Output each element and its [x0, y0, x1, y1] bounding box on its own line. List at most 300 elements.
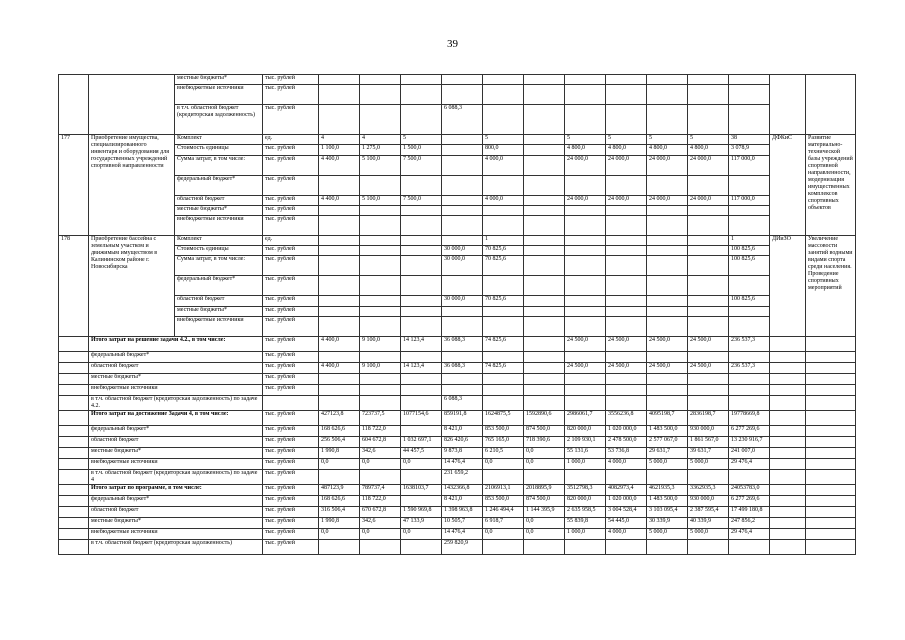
value-cell: 1 275,0 — [360, 145, 401, 155]
value-cell: 316 506,4 — [319, 506, 360, 517]
totals-row — [59, 425, 856, 436]
value-cell — [524, 205, 565, 215]
table-row — [59, 246, 856, 256]
value-cell: 117 000,0 — [729, 155, 770, 175]
indicator-label-cell: внебюджетные источники — [175, 215, 263, 235]
value-cell — [524, 395, 565, 410]
blank-cell — [770, 469, 806, 484]
value-cell — [565, 395, 606, 410]
value-cell — [729, 306, 770, 316]
indicator-label-cell: федеральный бюджет* — [175, 276, 263, 296]
value-cell: 19778669,8 — [729, 410, 770, 425]
value-cell — [647, 105, 688, 135]
unit-cell: тыс. рублей — [263, 469, 319, 484]
totals-row — [59, 351, 856, 362]
value-cell — [688, 276, 729, 296]
unit-cell: тыс. рублей — [263, 410, 319, 425]
value-cell — [442, 235, 483, 245]
value-cell — [401, 306, 442, 316]
value-cell — [565, 215, 606, 235]
table-row — [59, 135, 856, 145]
value-cell: 604 672,8 — [360, 436, 401, 447]
value-cell — [565, 75, 606, 85]
value-cell — [688, 384, 729, 395]
blank-cell — [59, 351, 89, 362]
value-cell: 6 277 269,6 — [729, 425, 770, 436]
responsible-cell: ДФКиС — [770, 135, 806, 236]
blank-cell — [59, 395, 89, 410]
blank-cell — [770, 506, 806, 517]
unit-cell: тыс. рублей — [263, 276, 319, 296]
value-cell — [442, 373, 483, 384]
value-cell: 2018895,9 — [524, 484, 565, 495]
value-cell — [647, 395, 688, 410]
value-cell: 1638103,7 — [401, 484, 442, 495]
value-cell — [442, 75, 483, 85]
value-cell: 30 000,0 — [442, 246, 483, 256]
blank-cell — [806, 484, 856, 495]
value-cell — [360, 235, 401, 245]
unit-cell: тыс. рублей — [263, 85, 319, 105]
value-cell: 168 626,6 — [319, 495, 360, 506]
indicator-label-cell: внебюджетные источники — [175, 316, 263, 336]
value-cell: 74 825,6 — [483, 362, 524, 373]
indicator-label-cell: областной бюджет — [175, 296, 263, 306]
totals-row — [59, 336, 856, 351]
item-number-cell: 178 — [59, 235, 89, 336]
value-cell — [606, 235, 647, 245]
value-cell: 853 500,0 — [483, 495, 524, 506]
value-cell: 4 400,0 — [319, 155, 360, 175]
blank-cell — [770, 528, 806, 539]
value-cell: 0,0 — [360, 528, 401, 539]
value-cell — [647, 85, 688, 105]
value-cell — [606, 246, 647, 256]
value-cell: 4095198,7 — [647, 410, 688, 425]
value-cell — [319, 384, 360, 395]
totals-label-cell: внебюджетные источники — [89, 458, 263, 469]
value-cell — [729, 276, 770, 296]
value-cell — [401, 469, 442, 484]
value-cell — [524, 469, 565, 484]
value-cell — [565, 316, 606, 336]
value-cell — [524, 215, 565, 235]
value-cell — [442, 195, 483, 205]
value-cell — [688, 235, 729, 245]
value-cell — [606, 351, 647, 362]
indicator-label-cell: Стоимость единицы — [175, 145, 263, 155]
value-cell — [483, 205, 524, 215]
value-cell — [688, 105, 729, 135]
value-cell — [565, 469, 606, 484]
value-cell — [729, 469, 770, 484]
value-cell: 718 390,6 — [524, 436, 565, 447]
value-cell: 5 100,0 — [360, 155, 401, 175]
value-cell — [606, 395, 647, 410]
value-cell: 1 032 697,1 — [401, 436, 442, 447]
value-cell — [729, 215, 770, 235]
value-cell — [442, 205, 483, 215]
value-cell: 4 400,0 — [319, 336, 360, 351]
value-cell — [524, 195, 565, 205]
value-cell: 2106913,1 — [483, 484, 524, 495]
value-cell — [524, 105, 565, 135]
unit-cell: тыс. рублей — [263, 495, 319, 506]
value-cell: 4 800,0 — [606, 145, 647, 155]
value-cell — [647, 205, 688, 215]
value-cell: 7 500,0 — [401, 155, 442, 175]
value-cell: 236 537,3 — [729, 336, 770, 351]
value-cell — [524, 351, 565, 362]
value-cell: 4 000,0 — [483, 195, 524, 205]
budget-table — [58, 74, 856, 555]
value-cell: 1 500,0 — [401, 145, 442, 155]
value-cell — [319, 105, 360, 135]
value-cell — [483, 85, 524, 105]
value-cell: 0,0 — [360, 458, 401, 469]
totals-row — [59, 384, 856, 395]
value-cell: 5 000,0 — [647, 458, 688, 469]
value-cell — [565, 175, 606, 195]
blank-cell — [770, 351, 806, 362]
table-row — [59, 256, 856, 276]
page-number: 39 — [447, 38, 458, 50]
blank-cell — [770, 395, 806, 410]
value-cell — [360, 75, 401, 85]
value-cell — [319, 235, 360, 245]
value-cell — [483, 373, 524, 384]
totals-row — [59, 458, 856, 469]
value-cell: 5 — [606, 135, 647, 145]
value-cell: 2 109 930,1 — [565, 436, 606, 447]
value-cell: 4 800,0 — [688, 145, 729, 155]
blank-cell — [770, 362, 806, 373]
unit-cell: ед. — [263, 235, 319, 245]
value-cell: 826 420,6 — [442, 436, 483, 447]
indicator-label-cell: Комплект — [175, 135, 263, 145]
value-cell: 3 004 528,4 — [606, 506, 647, 517]
value-cell — [319, 75, 360, 85]
totals-row — [59, 484, 856, 495]
value-cell: 36 088,3 — [442, 336, 483, 351]
value-cell — [688, 469, 729, 484]
value-cell — [647, 316, 688, 336]
value-cell — [606, 306, 647, 316]
value-cell — [360, 316, 401, 336]
unit-cell: тыс. рублей — [263, 484, 319, 495]
blank-cell — [770, 539, 806, 554]
value-cell: 3362935,3 — [688, 484, 729, 495]
value-cell: 30 000,0 — [442, 256, 483, 276]
value-cell: 6 918,7 — [483, 517, 524, 528]
value-cell: 4621935,3 — [647, 484, 688, 495]
value-cell — [319, 175, 360, 195]
value-cell — [565, 351, 606, 362]
table-row — [59, 215, 856, 235]
value-cell — [729, 395, 770, 410]
value-cell: 256 506,4 — [319, 436, 360, 447]
goal-cell — [806, 75, 856, 135]
value-cell — [606, 469, 647, 484]
value-cell — [401, 85, 442, 105]
value-cell: 14 476,4 — [442, 458, 483, 469]
value-cell: 1 990,8 — [319, 517, 360, 528]
value-cell: 168 626,6 — [319, 425, 360, 436]
value-cell: 0,0 — [483, 458, 524, 469]
table-row — [59, 276, 856, 296]
value-cell — [688, 395, 729, 410]
value-cell — [524, 246, 565, 256]
value-cell — [483, 105, 524, 135]
value-cell — [483, 395, 524, 410]
value-cell: 6 088,3 — [442, 395, 483, 410]
value-cell — [483, 306, 524, 316]
value-cell — [688, 85, 729, 105]
unit-cell: тыс. рублей — [263, 425, 319, 436]
value-cell: 6 210,5 — [483, 447, 524, 458]
value-cell: 100 825,6 — [729, 296, 770, 306]
unit-cell: тыс. рублей — [263, 215, 319, 235]
value-cell: 29 476,4 — [729, 458, 770, 469]
value-cell: 24 000,0 — [606, 195, 647, 205]
unit-cell — [263, 395, 319, 410]
value-cell — [319, 256, 360, 276]
value-cell — [606, 175, 647, 195]
blank-cell — [806, 506, 856, 517]
totals-row — [59, 517, 856, 528]
unit-cell: тыс. рублей — [263, 316, 319, 336]
value-cell — [401, 495, 442, 506]
value-cell — [401, 215, 442, 235]
value-cell — [606, 105, 647, 135]
value-cell: 0,0 — [524, 447, 565, 458]
value-cell: 1 590 969,8 — [401, 506, 442, 517]
value-cell: 723737,5 — [360, 410, 401, 425]
table-row — [59, 205, 856, 215]
value-cell — [401, 425, 442, 436]
value-cell — [401, 205, 442, 215]
totals-label-cell: местные бюджеты* — [89, 447, 263, 458]
value-cell — [565, 306, 606, 316]
value-cell — [360, 256, 401, 276]
table-row — [59, 145, 856, 155]
value-cell — [483, 351, 524, 362]
value-cell: 1 — [483, 235, 524, 245]
value-cell — [524, 336, 565, 351]
unit-cell: тыс. рублей — [263, 306, 319, 316]
table-row — [59, 195, 856, 205]
blank-cell — [770, 447, 806, 458]
blank-cell — [806, 373, 856, 384]
unit-cell: тыс. рублей — [263, 336, 319, 351]
value-cell: 259 820,9 — [442, 539, 483, 554]
blank-cell — [806, 447, 856, 458]
unit-cell: ед. — [263, 135, 319, 145]
value-cell — [360, 175, 401, 195]
blank-cell — [770, 384, 806, 395]
indicator-label-cell: внебюджетные источники — [175, 85, 263, 105]
value-cell — [401, 235, 442, 245]
totals-label-cell: федеральный бюджет* — [89, 351, 263, 362]
table-row — [59, 75, 856, 85]
table-row — [59, 306, 856, 316]
indicator-label-cell: местные бюджеты* — [175, 75, 263, 85]
value-cell: 0,0 — [524, 517, 565, 528]
value-cell — [606, 296, 647, 306]
value-cell: 24 000,0 — [647, 195, 688, 205]
item-name-cell: Приобретение бассейна с земельным участком и движимым имуществом в Калининском районе г. Новосибирска — [89, 235, 175, 336]
unit-cell: тыс. рублей — [263, 447, 319, 458]
unit-cell: тыс. рублей — [263, 373, 319, 384]
value-cell — [360, 105, 401, 135]
value-cell: 118 722,0 — [360, 425, 401, 436]
value-cell: 5 000,0 — [688, 528, 729, 539]
value-cell: 55 839,8 — [565, 517, 606, 528]
value-cell — [524, 384, 565, 395]
value-cell: 13 230 916,7 — [729, 436, 770, 447]
value-cell — [565, 256, 606, 276]
totals-label-cell: в т.ч. областной бюджет (кредиторская задолженность) — [89, 539, 263, 554]
totals-label-cell: местные бюджеты* — [89, 517, 263, 528]
blank-cell — [59, 410, 89, 425]
value-cell — [401, 539, 442, 554]
blank-cell — [770, 410, 806, 425]
value-cell: 427123,8 — [319, 410, 360, 425]
value-cell — [606, 75, 647, 85]
value-cell — [524, 539, 565, 554]
indicator-label-cell: областной бюджет — [175, 195, 263, 205]
value-cell: 5 000,0 — [647, 528, 688, 539]
value-cell — [524, 75, 565, 85]
value-cell — [688, 373, 729, 384]
value-cell: 859191,8 — [442, 410, 483, 425]
value-cell: 5 — [647, 135, 688, 145]
blank-cell — [59, 447, 89, 458]
value-cell: 5 100,0 — [360, 195, 401, 205]
value-cell — [688, 316, 729, 336]
value-cell — [360, 215, 401, 235]
value-cell: 2 635 958,5 — [565, 506, 606, 517]
totals-row — [59, 373, 856, 384]
value-cell: 24 500,0 — [647, 362, 688, 373]
totals-label-cell: Итого затрат на достижение Задачи 4, в том числе: — [89, 410, 263, 425]
value-cell: 14 123,4 — [401, 336, 442, 351]
value-cell: 8 421,0 — [442, 495, 483, 506]
table-row — [59, 316, 856, 336]
value-cell — [442, 384, 483, 395]
value-cell: 2836198,7 — [688, 410, 729, 425]
table-row — [59, 85, 856, 105]
value-cell — [524, 175, 565, 195]
blank-cell — [770, 458, 806, 469]
value-cell: 342,6 — [360, 517, 401, 528]
value-cell — [729, 105, 770, 135]
value-cell: 5 — [401, 135, 442, 145]
value-cell — [524, 85, 565, 105]
unit-cell: тыс. рублей — [263, 155, 319, 175]
value-cell: 24 500,0 — [606, 336, 647, 351]
value-cell: 24 500,0 — [647, 336, 688, 351]
totals-label-cell: внебюджетные источники — [89, 528, 263, 539]
value-cell — [565, 205, 606, 215]
value-cell: 3 078,9 — [729, 145, 770, 155]
totals-label-cell: внебюджетные источники — [89, 384, 263, 395]
value-cell: 6 088,3 — [442, 105, 483, 135]
value-cell: 231 659,2 — [442, 469, 483, 484]
value-cell: 1 398 963,8 — [442, 506, 483, 517]
value-cell: 100 825,6 — [729, 246, 770, 256]
unit-cell: тыс. рублей — [263, 256, 319, 276]
value-cell: 820 000,0 — [565, 425, 606, 436]
value-cell — [442, 145, 483, 155]
blank-cell — [770, 336, 806, 351]
value-cell: 2 478 500,0 — [606, 436, 647, 447]
unit-cell: тыс. рублей — [263, 528, 319, 539]
value-cell: 100 825,6 — [729, 256, 770, 276]
value-cell — [319, 306, 360, 316]
value-cell: 55 131,6 — [565, 447, 606, 458]
totals-row — [59, 469, 856, 484]
value-cell — [688, 306, 729, 316]
value-cell — [606, 85, 647, 105]
value-cell — [565, 105, 606, 135]
value-cell — [483, 469, 524, 484]
table-row — [59, 105, 856, 135]
unit-cell: тыс. рублей — [263, 517, 319, 528]
value-cell — [401, 175, 442, 195]
value-cell — [565, 296, 606, 306]
value-cell — [442, 276, 483, 296]
unit-cell: тыс. рублей — [263, 75, 319, 85]
value-cell — [319, 469, 360, 484]
value-cell — [524, 296, 565, 306]
value-cell: 54 445,0 — [606, 517, 647, 528]
value-cell: 10 505,7 — [442, 517, 483, 528]
blank-cell — [806, 351, 856, 362]
value-cell: 14 476,4 — [442, 528, 483, 539]
value-cell: 118 722,0 — [360, 495, 401, 506]
goal-cell: Увеличение массовости занятий водными видами спорта среди населения. Проведение спортивных мероприятий — [806, 235, 856, 336]
blank-cell — [770, 425, 806, 436]
indicator-label-cell: местные бюджеты* — [175, 306, 263, 316]
value-cell — [360, 373, 401, 384]
blank-cell — [806, 425, 856, 436]
totals-row — [59, 436, 856, 447]
table-row — [59, 175, 856, 195]
value-cell: 3 103 095,4 — [647, 506, 688, 517]
value-cell: 765 165,0 — [483, 436, 524, 447]
blank-cell — [770, 484, 806, 495]
value-cell — [401, 256, 442, 276]
value-cell — [729, 175, 770, 195]
value-cell: 1 — [729, 235, 770, 245]
value-cell: 2986061,7 — [565, 410, 606, 425]
indicator-label-cell: федеральный бюджет* — [175, 175, 263, 195]
blank-cell — [806, 436, 856, 447]
value-cell: 39 631,7 — [688, 447, 729, 458]
value-cell — [524, 316, 565, 336]
blank-cell — [59, 484, 89, 495]
value-cell — [319, 205, 360, 215]
value-cell: 9 100,0 — [360, 362, 401, 373]
value-cell — [524, 362, 565, 373]
value-cell — [688, 296, 729, 306]
unit-cell: тыс. рублей — [263, 175, 319, 195]
value-cell — [729, 539, 770, 554]
totals-row — [59, 362, 856, 373]
value-cell — [319, 246, 360, 256]
blank-cell — [806, 495, 856, 506]
